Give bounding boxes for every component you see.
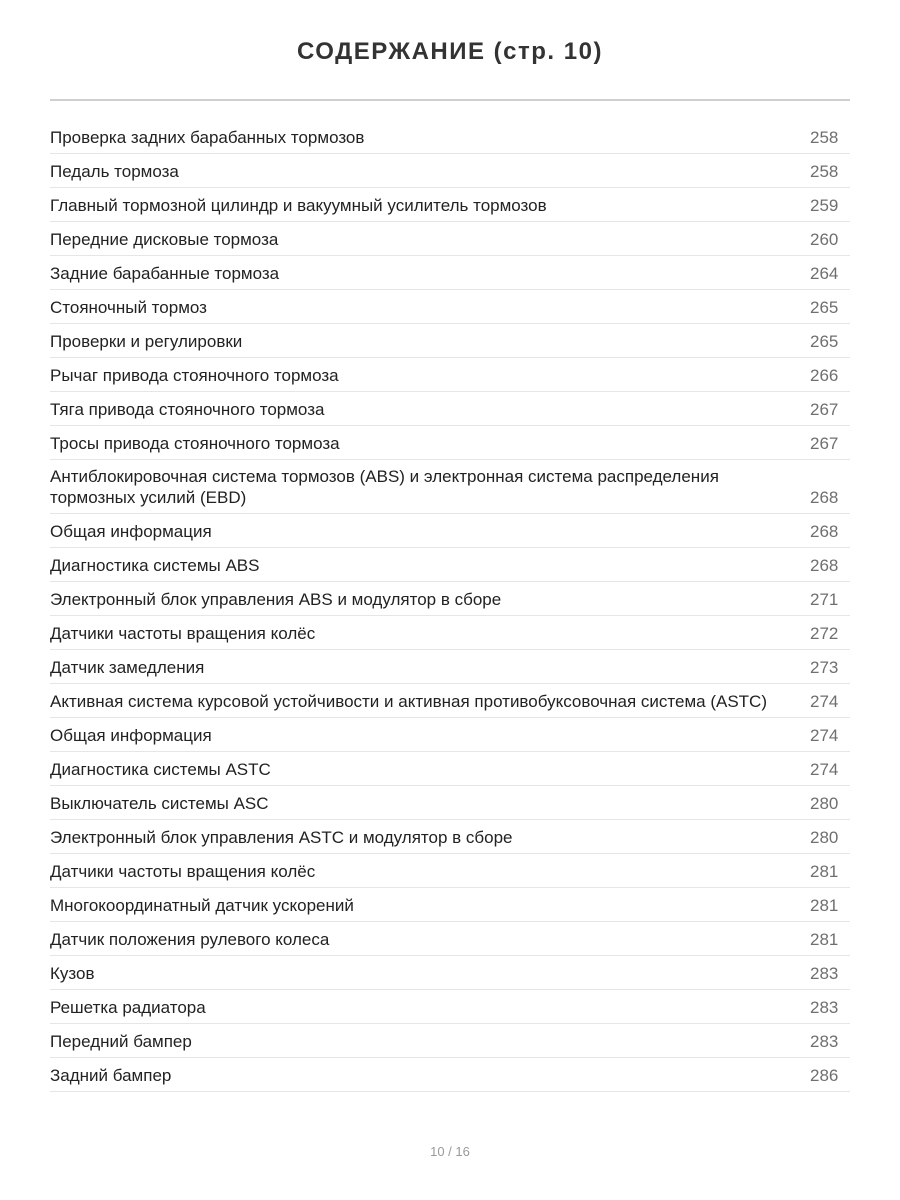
toc-entry[interactable] <box>50 548 850 582</box>
toc-entry-title: Тросы привода стояночного тормоза <box>50 434 340 453</box>
toc-entry-title: Проверки и регулировки <box>50 332 243 351</box>
toc-entry[interactable] <box>50 786 850 820</box>
toc-entry-page: 281 <box>810 862 839 881</box>
toc-entry[interactable] <box>50 854 850 888</box>
toc-entry[interactable] <box>50 888 850 922</box>
toc-entry-page: 274 <box>810 726 839 745</box>
toc-entry-page: 258 <box>810 162 839 181</box>
toc-entry-page: 267 <box>810 434 839 453</box>
toc-entry-title: Педаль тормоза <box>50 162 179 181</box>
table-of-contents <box>50 120 850 1092</box>
toc-entry-page: 264 <box>810 264 839 283</box>
toc-entry-title: Активная система курсовой устойчивости и активная противобуксовочная система (ASTC) <box>50 692 767 711</box>
toc-entry-page: 272 <box>810 624 839 643</box>
toc-entry-title: Антиблокировочная система тормозов (ABS) и электронная система распределения тормозных усилий (EBD) <box>50 467 719 507</box>
toc-entry[interactable] <box>50 514 850 548</box>
toc-entry-title: Рычаг привода стояночного тормоза <box>50 366 339 385</box>
title-divider <box>50 99 850 101</box>
toc-entry-title: Диагностика системы ABS <box>50 556 260 575</box>
toc-entry-title: Выключатель системы ASC <box>50 794 269 813</box>
toc-entry-title: Электронный блок управления ASTC и модулятор в сборе <box>50 828 513 847</box>
toc-entry-page: 281 <box>810 930 839 949</box>
toc-entry-page: 280 <box>810 794 839 813</box>
toc-entry-page: 283 <box>810 1032 839 1051</box>
toc-entry[interactable] <box>50 922 850 956</box>
page-title: СОДЕРЖАНИЕ (стр. 10) <box>297 38 603 65</box>
toc-entry-page: 280 <box>810 828 839 847</box>
toc-entry-title: Главный тормозной цилиндр и вакуумный усилитель тормозов <box>50 196 547 215</box>
toc-entry-page: 274 <box>810 692 839 711</box>
toc-entry-title: Диагностика системы ASTC <box>50 760 271 779</box>
toc-entry-page: 265 <box>810 332 839 351</box>
toc-entry[interactable] <box>50 324 850 358</box>
toc-entry-page: 286 <box>810 1066 839 1085</box>
toc-entry[interactable] <box>50 956 850 990</box>
toc-entry[interactable] <box>50 392 850 426</box>
toc-entry-title: Тяга привода стояночного тормоза <box>50 400 325 419</box>
toc-entry[interactable] <box>50 222 850 256</box>
page-indicator: 10 / 16 <box>430 1144 470 1159</box>
toc-entry-title: Решетка радиатора <box>50 998 206 1017</box>
toc-entry[interactable] <box>50 290 850 324</box>
toc-entry-title: Электронный блок управления ABS и модулятор в сборе <box>50 590 502 609</box>
toc-entry[interactable] <box>50 120 850 154</box>
toc-entry[interactable] <box>50 358 850 392</box>
toc-entry-page: 268 <box>810 556 839 575</box>
toc-entry[interactable] <box>50 820 850 854</box>
toc-entry-title: Датчик замедления <box>50 658 205 677</box>
toc-entry-page: 268 <box>810 488 839 507</box>
toc-entry-title: Кузов <box>50 964 95 983</box>
toc-entry-title: Общая информация <box>50 726 212 745</box>
toc-entry-page: 260 <box>810 230 839 249</box>
toc-entry-page: 266 <box>810 366 839 385</box>
toc-entry[interactable] <box>50 752 850 786</box>
toc-entry-page: 271 <box>810 590 839 609</box>
toc-entry-page: 268 <box>810 522 839 541</box>
toc-entry-page: 258 <box>810 128 839 147</box>
toc-entry[interactable] <box>50 154 850 188</box>
toc-entry-title: Стояночный тормоз <box>50 298 207 317</box>
toc-entry[interactable] <box>50 426 850 460</box>
toc-entry-title: Многокоординатный датчик ускорений <box>50 896 354 915</box>
toc-entry-title: Задние барабанные тормоза <box>50 264 280 283</box>
toc-entry-title: Датчик положения рулевого колеса <box>50 930 330 949</box>
toc-entry[interactable] <box>50 256 850 290</box>
toc-entry-page: 265 <box>810 298 839 317</box>
toc-entry[interactable] <box>50 460 850 514</box>
toc-entry[interactable] <box>50 582 850 616</box>
toc-entry-page: 267 <box>810 400 839 419</box>
toc-entry[interactable] <box>50 990 850 1024</box>
toc-entry[interactable] <box>50 616 850 650</box>
toc-entry-title: Датчики частоты вращения колёс <box>50 624 316 643</box>
toc-entry-title: Передние дисковые тормоза <box>50 230 279 249</box>
toc-entry[interactable] <box>50 650 850 684</box>
toc-entry-page: 283 <box>810 964 839 983</box>
toc-entry-page: 274 <box>810 760 839 779</box>
toc-entry-page: 273 <box>810 658 839 677</box>
toc-entry-title: Задний бампер <box>50 1066 172 1085</box>
toc-entry[interactable] <box>50 1058 850 1092</box>
toc-entry-title: Проверка задних барабанных тормозов <box>50 128 365 147</box>
toc-entry-title: Передний бампер <box>50 1032 192 1051</box>
toc-entry-page: 283 <box>810 998 839 1017</box>
toc-entry-title: Общая информация <box>50 522 212 541</box>
toc-entry-page: 259 <box>810 196 839 215</box>
toc-entry[interactable] <box>50 188 850 222</box>
toc-entry-page: 281 <box>810 896 839 915</box>
toc-entry[interactable] <box>50 1024 850 1058</box>
toc-entry-title: Датчики частоты вращения колёс <box>50 862 316 881</box>
toc-entry[interactable] <box>50 718 850 752</box>
toc-entry[interactable] <box>50 684 850 718</box>
